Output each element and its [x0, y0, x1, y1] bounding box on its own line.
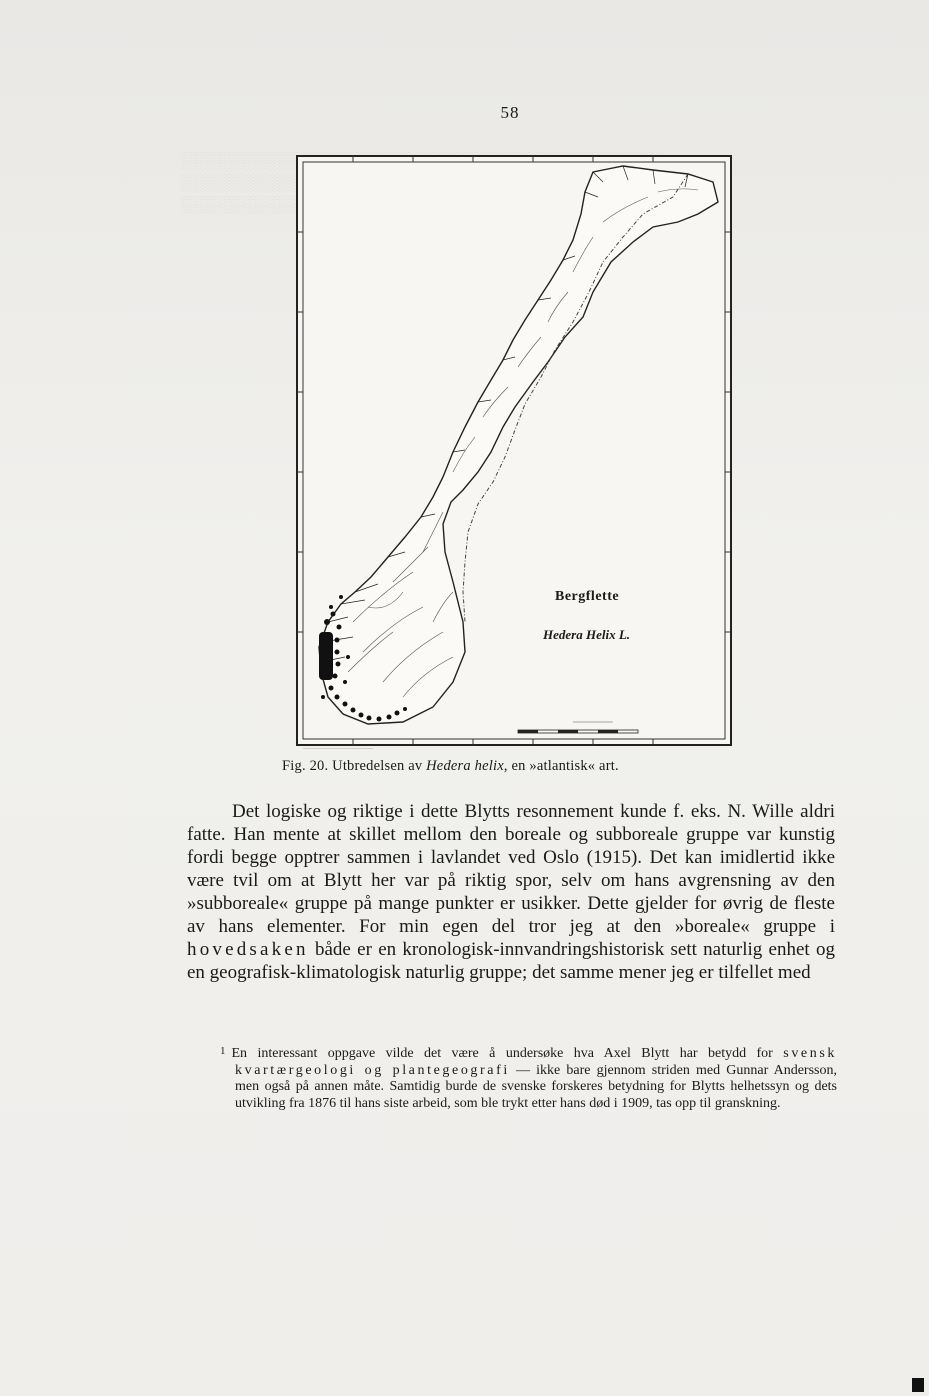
map-species-label: Hedera Helix L. [543, 627, 631, 642]
body-text-part2: både er en kronologisk-innvandringshistorisk sett naturlig enhet og en geografisk-klimatologisk naturlig gruppe; det samme mener jeg er tilfellet med [187, 939, 835, 983]
norway-map [293, 152, 735, 749]
map-title: Bergflette [555, 589, 620, 604]
footnote-emphasis: svensk kvartærgeologi og plantegeografi [235, 1046, 837, 1078]
body-paragraph [187, 800, 835, 984]
figure-caption [282, 758, 802, 775]
caption-prefix: Fig. 20. Utbredelsen av [282, 758, 427, 774]
body-text-emphasis: hovedsaken [187, 939, 309, 960]
footnote-marker: 1 [220, 1045, 226, 1057]
footnote-text-part2: — ikke bare gjennom striden med Gunnar Andersson, men også på annen måte. Samtidig burde de svenske forskeres betydning for Blytts helhetssyn og dets utvikling fra 1876 til hans siste arbeid, som ble trykt etter hans død i 1909, tas opp til granskning. [235, 1062, 837, 1111]
page-number: 58 [500, 103, 520, 122]
caption-suffix: , en »atlantisk« art. [503, 758, 619, 774]
body-text-part1: Det logiske og riktige i dette Blytts resonnement kunde f. eks. N. Wille aldri fatte. Han mente at skillet mellom den boreale og subboreale gruppe var kunstig fordi begge opptrer sammen i lavlandet ved Oslo (1915). Det kan imidlertid ikke være tvil om at Blytt her var på riktig spor, selv om hans avgrensning av den »subboreale« gruppe på mange punkter er usikker. Dette gjelder for øvrig de fleste av hans elementer. For min egen del tror jeg at den »boreale« gruppe i [187, 801, 835, 937]
footnote [187, 1043, 837, 1112]
scan-corner-mark [912, 1378, 924, 1392]
map-figure [293, 152, 735, 749]
caption-species: Hedera helix [426, 758, 504, 774]
footnote-text-part1: En interessant oppgave vilde det være å undersøke hva Axel Blytt har betydd for [231, 1046, 784, 1061]
